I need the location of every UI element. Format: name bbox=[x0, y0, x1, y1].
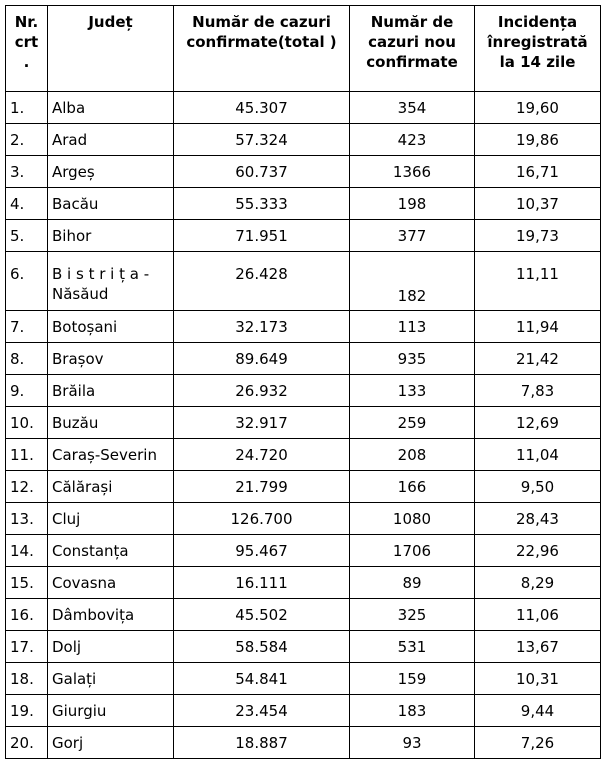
table-row bbox=[6, 439, 601, 471]
new-cases: 113 bbox=[350, 311, 475, 343]
county-name: Buzău bbox=[48, 407, 174, 439]
total-cases: 71.951 bbox=[174, 220, 350, 252]
county-name: Galați bbox=[48, 663, 174, 695]
new-cases: 182 bbox=[350, 252, 475, 311]
total-cases: 54.841 bbox=[174, 663, 350, 695]
table-row bbox=[6, 311, 601, 343]
county-name: Dolj bbox=[48, 631, 174, 663]
county-name: Caraș-Severin bbox=[48, 439, 174, 471]
incidence-value: 10,37 bbox=[475, 188, 601, 220]
total-cases: 89.649 bbox=[174, 343, 350, 375]
incidence-value: 13,67 bbox=[475, 631, 601, 663]
new-cases: 89 bbox=[350, 567, 475, 599]
total-cases: 126.700 bbox=[174, 503, 350, 535]
row-number: 19. bbox=[6, 695, 48, 727]
total-cases: 55.333 bbox=[174, 188, 350, 220]
new-cases: 159 bbox=[350, 663, 475, 695]
incidence-value: 7,83 bbox=[475, 375, 601, 407]
table-row bbox=[6, 599, 601, 631]
county-name: Arad bbox=[48, 124, 174, 156]
row-number: 16. bbox=[6, 599, 48, 631]
new-cases: 133 bbox=[350, 375, 475, 407]
new-cases: 354 bbox=[350, 92, 475, 124]
new-cases: 1706 bbox=[350, 535, 475, 567]
row-number: 8. bbox=[6, 343, 48, 375]
row-number: 3. bbox=[6, 156, 48, 188]
incidence-value: 21,42 bbox=[475, 343, 601, 375]
row-number: 2. bbox=[6, 124, 48, 156]
total-cases: 58.584 bbox=[174, 631, 350, 663]
incidence-value: 12,69 bbox=[475, 407, 601, 439]
county-name: Călărași bbox=[48, 471, 174, 503]
header-row bbox=[6, 6, 601, 92]
row-number: 4. bbox=[6, 188, 48, 220]
total-cases: 45.307 bbox=[174, 92, 350, 124]
incidence-value: 9,50 bbox=[475, 471, 601, 503]
row-number: 11. bbox=[6, 439, 48, 471]
table-row bbox=[6, 124, 601, 156]
county-name: Giurgiu bbox=[48, 695, 174, 727]
total-cases: 26.932 bbox=[174, 375, 350, 407]
table-row bbox=[6, 188, 601, 220]
table-row bbox=[6, 156, 601, 188]
table-row bbox=[6, 343, 601, 375]
row-number: 10. bbox=[6, 407, 48, 439]
header-incidence: Incidența înregistrată la 14 zile bbox=[475, 6, 601, 92]
county-name: Covasna bbox=[48, 567, 174, 599]
header-judet: Județ bbox=[48, 6, 174, 92]
row-number: 9. bbox=[6, 375, 48, 407]
row-number: 1. bbox=[6, 92, 48, 124]
total-cases: 32.173 bbox=[174, 311, 350, 343]
total-cases: 60.737 bbox=[174, 156, 350, 188]
county-name: Dâmbovița bbox=[48, 599, 174, 631]
row-number: 17. bbox=[6, 631, 48, 663]
new-cases: 531 bbox=[350, 631, 475, 663]
incidence-value: 11,94 bbox=[475, 311, 601, 343]
total-cases: 57.324 bbox=[174, 124, 350, 156]
row-number: 6. bbox=[6, 252, 48, 311]
table-row bbox=[6, 471, 601, 503]
row-number: 7. bbox=[6, 311, 48, 343]
total-cases: 26.428 bbox=[174, 252, 350, 311]
county-name: Constanța bbox=[48, 535, 174, 567]
total-cases: 18.887 bbox=[174, 727, 350, 759]
table-row bbox=[6, 535, 601, 567]
total-cases: 16.111 bbox=[174, 567, 350, 599]
row-number: 15. bbox=[6, 567, 48, 599]
county-name: Bihor bbox=[48, 220, 174, 252]
covid-cases-table bbox=[5, 5, 601, 759]
county-name: Brăila bbox=[48, 375, 174, 407]
county-name: B i s t r i ț a - Năsăud bbox=[48, 252, 174, 311]
table-row bbox=[6, 252, 601, 311]
incidence-value: 28,43 bbox=[475, 503, 601, 535]
incidence-value: 19,86 bbox=[475, 124, 601, 156]
incidence-value: 11,04 bbox=[475, 439, 601, 471]
county-name: Argeș bbox=[48, 156, 174, 188]
table-row bbox=[6, 663, 601, 695]
table-row bbox=[6, 375, 601, 407]
incidence-value: 11,11 bbox=[475, 252, 601, 311]
new-cases: 183 bbox=[350, 695, 475, 727]
header-total-cases: Număr de cazuri confirmate(total ) bbox=[174, 6, 350, 92]
row-number: 18. bbox=[6, 663, 48, 695]
row-number: 13. bbox=[6, 503, 48, 535]
county-name: Bacău bbox=[48, 188, 174, 220]
new-cases: 377 bbox=[350, 220, 475, 252]
table-body bbox=[6, 92, 601, 759]
table-row bbox=[6, 631, 601, 663]
county-name: Cluj bbox=[48, 503, 174, 535]
total-cases: 32.917 bbox=[174, 407, 350, 439]
row-number: 12. bbox=[6, 471, 48, 503]
new-cases: 1366 bbox=[350, 156, 475, 188]
new-cases: 325 bbox=[350, 599, 475, 631]
incidence-value: 19,73 bbox=[475, 220, 601, 252]
incidence-value: 22,96 bbox=[475, 535, 601, 567]
county-name: Botoșani bbox=[48, 311, 174, 343]
incidence-value: 10,31 bbox=[475, 663, 601, 695]
incidence-value: 8,29 bbox=[475, 567, 601, 599]
incidence-value: 11,06 bbox=[475, 599, 601, 631]
county-name: Brașov bbox=[48, 343, 174, 375]
table-row bbox=[6, 407, 601, 439]
row-number: 20. bbox=[6, 727, 48, 759]
total-cases: 23.454 bbox=[174, 695, 350, 727]
new-cases: 208 bbox=[350, 439, 475, 471]
header-new-cases: Număr de cazuri nou confirmate bbox=[350, 6, 475, 92]
table-row bbox=[6, 503, 601, 535]
new-cases: 423 bbox=[350, 124, 475, 156]
incidence-value: 19,60 bbox=[475, 92, 601, 124]
table-row bbox=[6, 92, 601, 124]
total-cases: 45.502 bbox=[174, 599, 350, 631]
incidence-value: 7,26 bbox=[475, 727, 601, 759]
incidence-value: 16,71 bbox=[475, 156, 601, 188]
header-nr: Nr. crt . bbox=[6, 6, 48, 92]
new-cases: 198 bbox=[350, 188, 475, 220]
incidence-value: 9,44 bbox=[475, 695, 601, 727]
county-name: Gorj bbox=[48, 727, 174, 759]
table-row bbox=[6, 220, 601, 252]
new-cases: 166 bbox=[350, 471, 475, 503]
total-cases: 95.467 bbox=[174, 535, 350, 567]
table-row bbox=[6, 695, 601, 727]
new-cases: 1080 bbox=[350, 503, 475, 535]
row-number: 14. bbox=[6, 535, 48, 567]
county-name: Alba bbox=[48, 92, 174, 124]
total-cases: 24.720 bbox=[174, 439, 350, 471]
new-cases: 259 bbox=[350, 407, 475, 439]
new-cases: 93 bbox=[350, 727, 475, 759]
total-cases: 21.799 bbox=[174, 471, 350, 503]
new-cases: 935 bbox=[350, 343, 475, 375]
row-number: 5. bbox=[6, 220, 48, 252]
table-row bbox=[6, 567, 601, 599]
